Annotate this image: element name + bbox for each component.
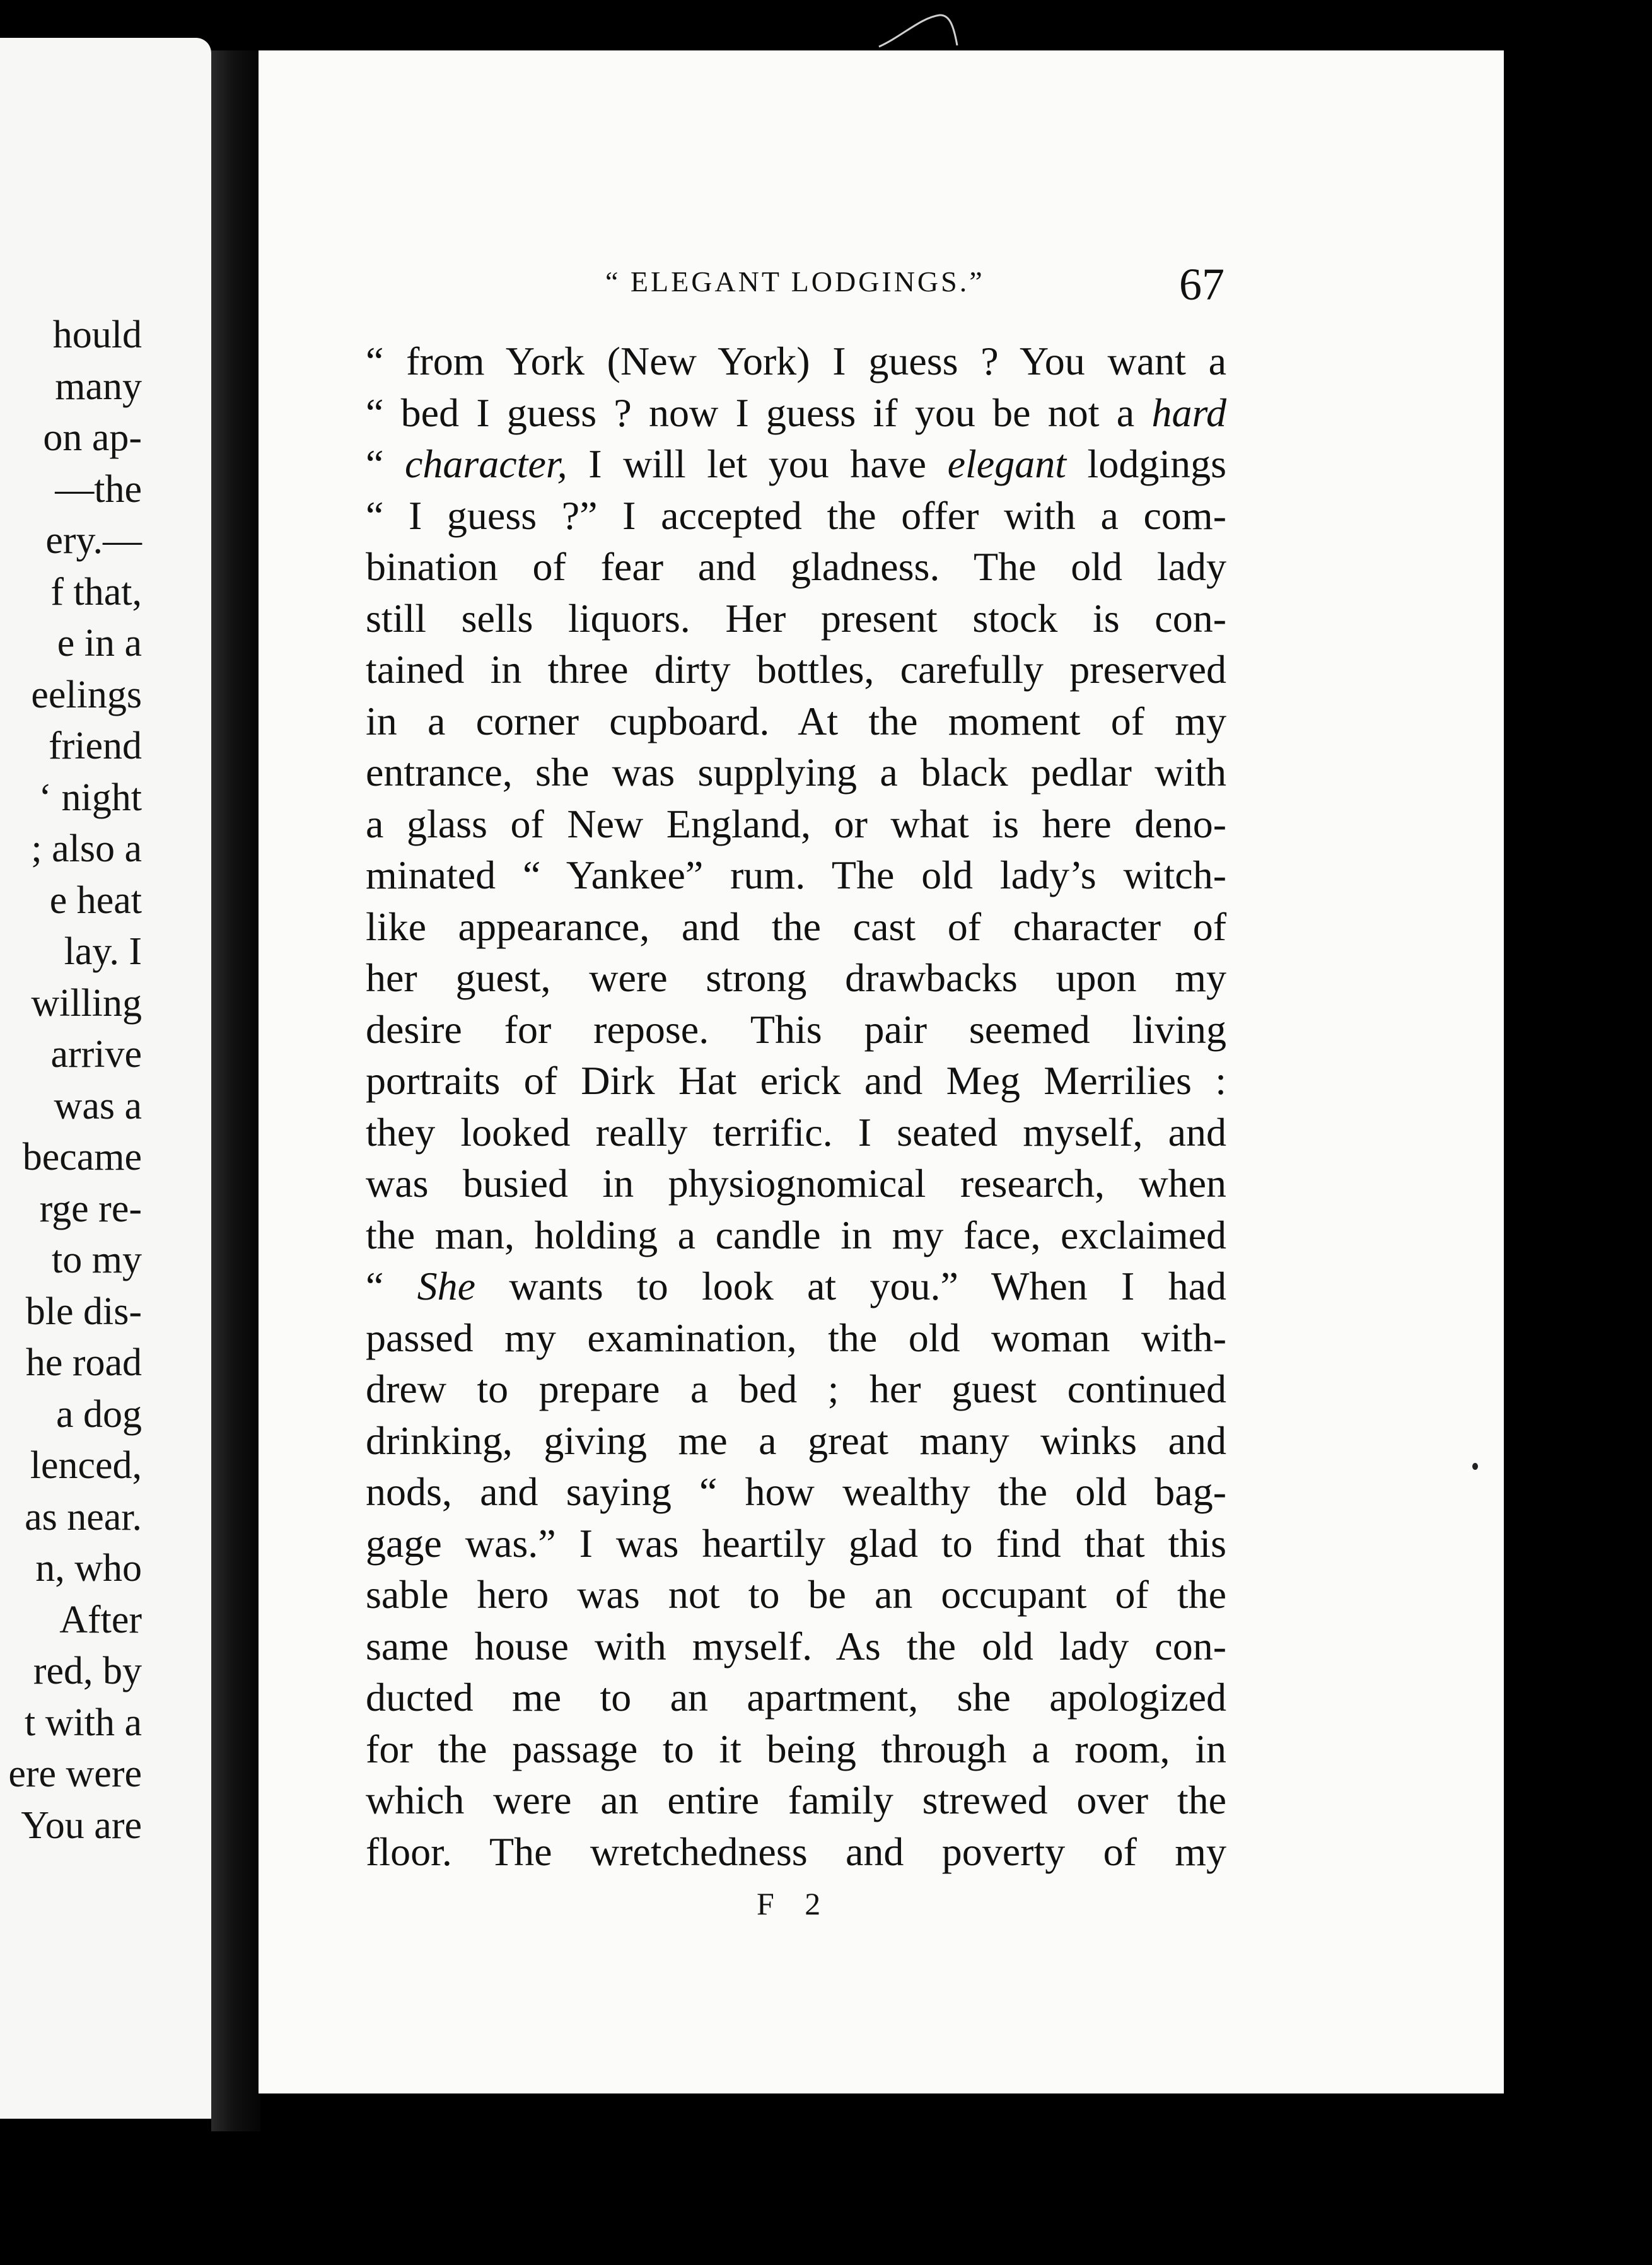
text-line	[366, 1569, 1226, 1621]
text-run: for the passage to it being through a room, in	[366, 1726, 1226, 1771]
left-page-text-fragments	[0, 38, 142, 2119]
text-run: wants to look at you.” When I had	[475, 1264, 1227, 1308]
text-line	[366, 541, 1226, 593]
text-run: drew to prepare a bed ; her guest continued	[366, 1366, 1226, 1411]
left-page-line: became	[22, 1136, 142, 1179]
text-run: sable hero was not to be an occupant of the	[366, 1572, 1226, 1617]
text-line	[366, 1261, 1226, 1312]
text-run: they looked really terrific. I seated myself, and	[366, 1109, 1226, 1155]
text-line	[366, 1466, 1226, 1518]
paper-tab-mark	[876, 11, 965, 48]
text-line	[366, 1107, 1226, 1158]
text-line	[366, 849, 1226, 901]
text-run: entrance, she was supplying a black pedlar with	[366, 750, 1226, 795]
text-line	[366, 387, 1226, 439]
left-page-line: willing	[31, 981, 142, 1025]
left-page-line: he road	[25, 1341, 142, 1384]
text-run: same house with myself. As the old lady con-	[366, 1623, 1226, 1668]
italic-text: elegant	[947, 441, 1066, 486]
text-line	[366, 593, 1226, 644]
text-line	[366, 1363, 1226, 1415]
italic-text: hard	[1151, 390, 1226, 435]
running-head: “ ELEGANT LODGINGS.”	[605, 265, 985, 298]
text-line	[366, 1415, 1226, 1467]
text-run: desire for repose. This pair seemed living	[366, 1006, 1226, 1052]
text-line	[366, 1158, 1226, 1209]
text-run: still sells liquors. Her present stock is con-	[366, 595, 1226, 641]
text-run: bination of fear and gladness. The old lady	[366, 544, 1226, 589]
text-run: her guest, were strong drawbacks upon my	[366, 955, 1226, 1000]
text-run: ducted me to an apartment, she apologized	[366, 1675, 1226, 1720]
left-page-line: e heat	[49, 878, 142, 922]
text-run: a glass of New England, or what is here deno-	[366, 801, 1226, 846]
text-run: tained in three dirty bottles, carefully preserved	[366, 647, 1226, 692]
left-page-line: on ap-	[43, 416, 142, 459]
text-line	[366, 1826, 1226, 1878]
left-page-line: as near.	[25, 1495, 142, 1539]
page-number: 67	[1179, 259, 1224, 310]
text-run: drinking, giving me a great many winks and	[366, 1418, 1226, 1463]
left-page-line: ; also a	[31, 827, 142, 870]
text-run: nods, and saying “ how wealthy the old bag-	[366, 1469, 1226, 1514]
text-line	[366, 438, 1226, 490]
text-run: lodgings	[1066, 441, 1226, 486]
left-facing-page	[0, 38, 211, 2119]
text-run: “ bed I guess ? now I guess if you be not a	[366, 390, 1152, 435]
text-line	[366, 644, 1226, 696]
page-edge-shadow	[1504, 50, 1652, 2131]
text-run: floor. The wretchedness and poverty of my	[366, 1829, 1226, 1874]
italic-text: She	[417, 1264, 476, 1308]
text-run: minated “ Yankee” rum. The old lady’s witch-	[366, 853, 1226, 897]
text-line	[366, 901, 1226, 953]
body-text	[366, 335, 1226, 1877]
text-run: which were an entire family strewed over the	[366, 1778, 1226, 1822]
text-run: I will let you have	[567, 441, 948, 486]
text-line	[366, 1312, 1226, 1364]
left-page-line: lay. I	[64, 930, 142, 973]
left-page-line: a dog	[55, 1392, 142, 1436]
italic-text: character,	[404, 441, 567, 486]
text-run: portraits of Dirk Hat erick and Meg Merrilies :	[366, 1058, 1226, 1103]
text-run: like appearance, and the cast of character of	[366, 904, 1226, 949]
text-run: the man, holding a candle in my face, exclaimed	[366, 1212, 1226, 1257]
text-line	[366, 1774, 1226, 1826]
text-run: “	[366, 441, 405, 486]
left-page-line: rge re-	[39, 1187, 142, 1230]
left-page-line: red, by	[33, 1650, 142, 1692]
left-page-line: ble dis-	[25, 1290, 142, 1333]
left-page-line: many	[55, 364, 142, 408]
left-page-line: hould	[52, 313, 142, 356]
signature-mark: F 2	[757, 1886, 832, 1921]
left-page-line: arrive	[50, 1033, 142, 1076]
text-line	[366, 335, 1226, 387]
text-line	[366, 1621, 1226, 1672]
text-run: “	[366, 1264, 417, 1308]
text-run: passed my examination, the old woman with-	[366, 1315, 1226, 1360]
text-line	[366, 1518, 1226, 1569]
text-line	[366, 696, 1226, 747]
text-line	[366, 490, 1226, 542]
left-page-line: n, who	[35, 1547, 142, 1590]
text-line	[366, 1004, 1226, 1056]
ink-speck	[1472, 1463, 1478, 1470]
left-page-line: ery.—	[45, 519, 142, 562]
left-page-line: ‘ night	[38, 776, 142, 819]
left-page-line: t with a	[25, 1701, 142, 1744]
left-page-line: f that,	[50, 570, 142, 614]
text-run: “ I guess ?” I accepted the offer with a com-	[366, 492, 1226, 538]
left-page-line: was a	[54, 1084, 142, 1127]
text-run: “ from York (New York) I guess ? You want a	[366, 339, 1226, 383]
text-line	[366, 952, 1226, 1004]
left-page-line: After	[59, 1598, 142, 1641]
text-run: was busied in physiognomical research, when	[366, 1161, 1226, 1206]
left-page-line: —the	[55, 467, 142, 511]
left-page-line: You are	[21, 1803, 142, 1847]
text-line	[366, 747, 1226, 798]
left-page-line: friend	[48, 725, 142, 767]
text-line	[366, 1055, 1226, 1107]
text-line	[366, 1672, 1226, 1723]
left-page-line: ere were	[8, 1752, 142, 1795]
text-run: in a corner cupboard. At the moment of my	[366, 698, 1226, 743]
book-gutter-shadow	[211, 50, 260, 2131]
left-page-line: to my	[52, 1238, 142, 1281]
left-page-line: eelings	[31, 673, 142, 716]
text-line	[366, 1209, 1226, 1261]
left-page-line: lenced,	[30, 1444, 142, 1487]
text-line	[366, 1723, 1226, 1775]
text-run: gage was.” I was heartily glad to find that this	[366, 1520, 1226, 1566]
text-line	[366, 798, 1226, 850]
left-page-line: e in a	[57, 622, 142, 665]
right-page	[259, 50, 1504, 2093]
